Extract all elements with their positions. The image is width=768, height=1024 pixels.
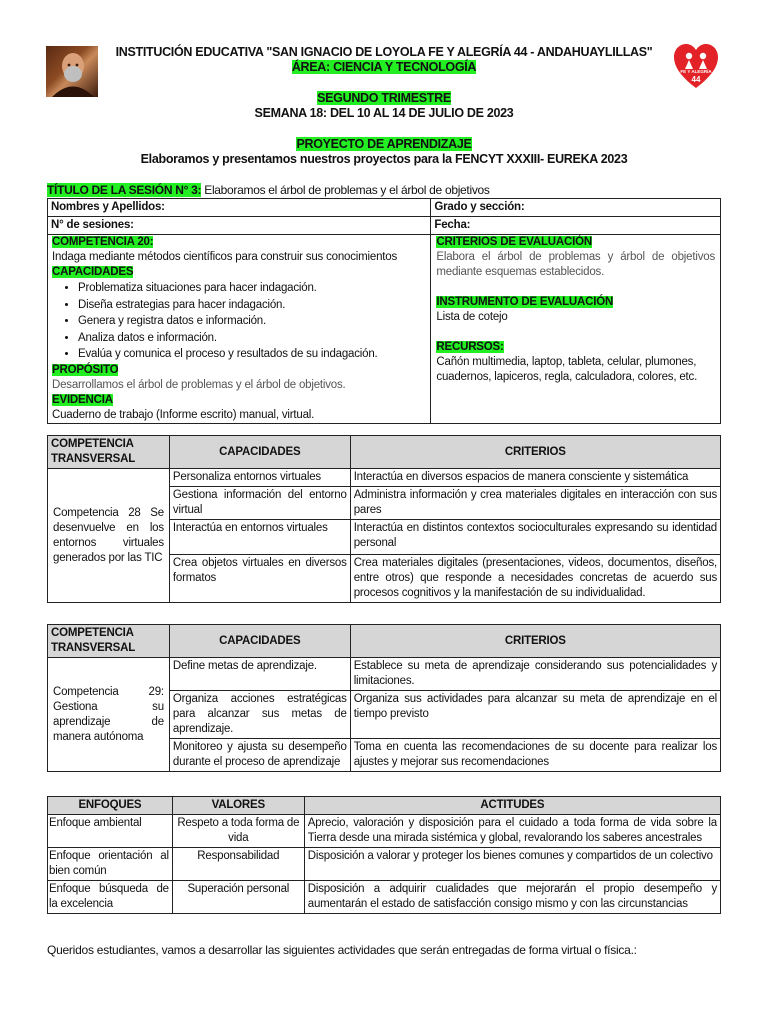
table-row-valor: Respeto a toda forma de vida bbox=[172, 815, 304, 848]
footer-instructions: Queridos estudiantes, vamos a desarrollar las siguientes actividades que serán entregadas de forma virtual o física.: bbox=[47, 943, 637, 957]
logo-text: FE Y ALEGRÍA bbox=[680, 69, 712, 74]
session-title bbox=[47, 183, 490, 197]
table-row-actitud: Disposición a adquirir cualidades que mejorarán el propio desempeño y aumentarán el estado de satisfacción consigo mismo y con las circunstancias bbox=[304, 881, 720, 914]
competencia-29-text: Competencia 29: Gestiona su aprendizaje de manera autónoma bbox=[48, 658, 170, 772]
session-text: Elaboramos el árbol de problemas y el árbol de objetivos bbox=[201, 183, 490, 197]
table-row-cap: Organiza acciones estratégicas para alcanzar sus metas de aprendizaje. bbox=[169, 691, 350, 739]
institution-title: INSTITUCIÓN EDUCATIVA "SAN IGNACIO DE LOYOLA FE Y ALEGRÍA 44 - ANDAHUAYLILLAS" bbox=[115, 45, 653, 59]
header-actitudes: ACTITUDES bbox=[304, 797, 720, 815]
date-label: Fecha: bbox=[431, 217, 721, 235]
competencia-28-text: Competencia 28 Se desenvuelve en los entornos virtuales generados por las TIC bbox=[48, 469, 170, 603]
table-row-crit: Establece su meta de aprendizaje considerando sus potencialidades y limitaciones. bbox=[350, 658, 720, 691]
table-row-cap: Define metas de aprendizaje. bbox=[169, 658, 350, 691]
recursos-label: RECURSOS: bbox=[436, 341, 504, 353]
table-row-enfoque: Enfoque búsqueda de la excelencia bbox=[48, 881, 173, 914]
list-item: • Problematiza situaciones para hacer indagación. bbox=[78, 280, 426, 297]
table-row-crit: Administra información y crea materiales digitales en interacción con sus pares bbox=[350, 487, 720, 520]
project-title: Elaboramos y presentamos nuestros proyectos para la FENCYT XXXIII- EUREKA 2023 bbox=[140, 152, 628, 166]
table-row-cap: Personaliza entornos virtuales bbox=[169, 469, 350, 487]
instrumento-label: INSTRUMENTO DE EVALUACIÓN bbox=[436, 296, 614, 308]
table-row-crit: Interactúa en distintos contextos socioculturales expresando su identidad personal bbox=[350, 520, 720, 555]
table-row-actitud: Aprecio, valoración y disposición para el cuidado a toda forma de vida sobre la Tierra desde una mirada sistémica y global, revalorando los saberes ancestrales bbox=[304, 815, 720, 848]
session-info-table bbox=[47, 198, 721, 424]
session-label: TÍTULO DE LA SESIÓN N° 3: bbox=[47, 183, 202, 197]
table-row-cap: Crea objetos virtuales en diversos formatos bbox=[169, 555, 350, 603]
table-row-enfoque: Enfoque ambiental bbox=[48, 815, 173, 848]
enfoques-table bbox=[47, 796, 721, 914]
criteria-cell bbox=[431, 235, 721, 424]
project-label: PROYECTO DE APRENDIZAJE bbox=[296, 137, 472, 151]
criterios-text: Elabora el árbol de problemas y árbol de objetivos mediante esquemas establecidos. bbox=[436, 251, 715, 278]
logo-number: 44 bbox=[691, 75, 701, 84]
header-criterios: CRITERIOS bbox=[350, 436, 720, 469]
table-row-crit: Interactúa en diversos espacios de manera consciente y sistemática bbox=[350, 469, 720, 487]
header-criterios: CRITERIOS bbox=[350, 625, 720, 658]
header-capacidades: CAPACIDADES bbox=[169, 625, 350, 658]
trimester-title: SEGUNDO TRIMESTRE bbox=[317, 91, 451, 105]
list-item: • Genera y registra datos e información. bbox=[78, 313, 426, 330]
proposito-label: PROPÓSITO bbox=[52, 363, 119, 376]
capacidades-label: CAPACIDADES bbox=[52, 266, 134, 278]
table-row-valor: Responsabilidad bbox=[172, 848, 304, 881]
capacidades-list bbox=[52, 280, 426, 363]
grade-label: Grado y sección: bbox=[431, 199, 721, 217]
competencia-28-table bbox=[47, 435, 721, 603]
evidencia-label: EVIDENCIA bbox=[52, 393, 113, 406]
list-item: • Diseña estrategias para hacer indagación. bbox=[78, 297, 426, 314]
header-competencia: COMPETENCIA TRANSVERSAL bbox=[48, 625, 170, 658]
table-row-valor: Superación personal bbox=[172, 881, 304, 914]
list-item: • Evalúa y comunica el proceso y resultados de su indagación. bbox=[78, 346, 426, 363]
area-title: ÁREA: CIENCIA Y TECNOLOGÍA bbox=[291, 60, 477, 74]
proposito-text: Desarrollamos el árbol de problemas y el árbol de objetivos. bbox=[52, 378, 346, 391]
table-row-crit: Organiza sus actividades para alcanzar su meta de aprendizaje en el tiempo previsto bbox=[350, 691, 720, 739]
competencia-29-table bbox=[47, 624, 721, 772]
evidencia-text: Cuaderno de trabajo (Informe escrito) manual, virtual. bbox=[52, 408, 315, 421]
table-row-cap: Gestiona información del entorno virtual bbox=[169, 487, 350, 520]
table-row-enfoque: Enfoque orientación al bien común bbox=[48, 848, 173, 881]
instrumento-text: Lista de cotejo bbox=[436, 311, 508, 323]
competencia-label: COMPETENCIA 20: bbox=[52, 236, 154, 248]
header-enfoques: ENFOQUES bbox=[48, 797, 173, 815]
table-row-cap: Monitoreo y ajusta su desempeño durante el proceso de aprendizaje bbox=[169, 739, 350, 772]
week-title: SEMANA 18: DEL 10 AL 14 DE JULIO DE 2023 bbox=[254, 106, 514, 120]
list-item: • Analiza datos e información. bbox=[78, 330, 426, 347]
table-row-crit: Toma en cuenta las recomendaciones de su docente para realizar los ajustes y mejorar sus recomendaciones bbox=[350, 739, 720, 772]
table-row-actitud: Disposición a valorar y proteger los bienes comunes y compartidos de un colectivo bbox=[304, 848, 720, 881]
header-valores: VALORES bbox=[172, 797, 304, 815]
header-capacidades: CAPACIDADES bbox=[169, 436, 350, 469]
competencia-text: Indaga mediante métodos científicos para construir sus conocimientos bbox=[52, 251, 398, 263]
table-row-crit: Crea materiales digitales (presentaciones, videos, documentos, diseños, entre otros) que responde a necesidades concretas de acuerdo sus procesos cognitivos y la manifestación de su individualidad. bbox=[350, 555, 720, 603]
criterios-label: CRITERIOS DE EVALUACIÓN bbox=[436, 236, 592, 248]
table-row-cap: Interactúa en entornos virtuales bbox=[169, 520, 350, 555]
competencia-cell bbox=[48, 235, 431, 424]
sessions-label: N° de sesiones: bbox=[48, 217, 431, 235]
name-label: Nombres y Apellidos: bbox=[48, 199, 431, 217]
header-competencia: COMPETENCIA TRANSVERSAL bbox=[48, 436, 170, 469]
recursos-text: Cañón multimedia, laptop, tableta, celular, plumones, cuadernos, lapiceros, regla, calculadora, colores, etc. bbox=[436, 356, 698, 383]
